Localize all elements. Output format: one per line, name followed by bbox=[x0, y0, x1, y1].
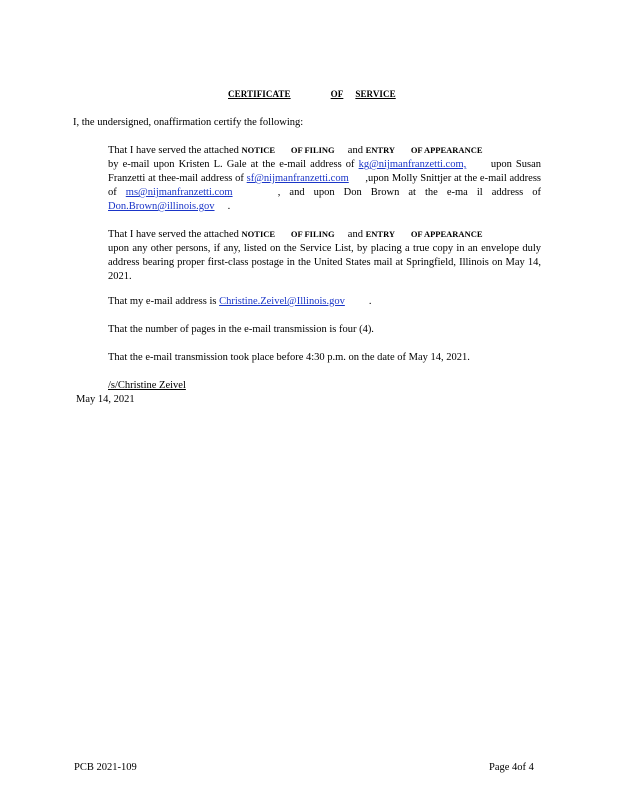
email-link-don-brown[interactable]: Don.Brown@illinois.gov bbox=[108, 201, 215, 212]
email-link-christine[interactable]: Christine.Zeivel@Illinois.gov bbox=[219, 296, 345, 307]
footer-case-number: PCB 2021-109 bbox=[74, 762, 137, 773]
paragraph-transmission-time: That the e-mail transmission took place before 4:30 p.m. on the date of May 14, 2021. bbox=[108, 352, 470, 363]
title-word-service: SERVICE bbox=[355, 89, 396, 99]
paragraph-mail-service: That I have served the attached NOTICE OF FILING and ENTRY OF APPEARANCE upon any other persons, if any, listed on the Service List, by placing a true copy in an envelope duly address bearing proper first-class postage in the United States mail at Springfield, Illinois on May 14, 2021. bbox=[108, 229, 541, 282]
signature-line: /s/Christine Zeivel bbox=[108, 380, 186, 391]
title-word-certificate: CERTIFICATE bbox=[228, 89, 291, 99]
email-link-sf[interactable]: sf@nijmanfranzetti.com bbox=[246, 173, 349, 184]
email-link-ms[interactable]: ms@nijmanfranzetti.com bbox=[125, 187, 233, 198]
paragraph-email-address: That my e-mail address is Christine.Zeivel@Illinois.gov . bbox=[108, 296, 372, 307]
document-title bbox=[228, 89, 408, 99]
paragraph-page-count: That the number of pages in the e-mail transmission is four (4). bbox=[108, 324, 374, 335]
signature-date: May 14, 2021 bbox=[76, 394, 135, 405]
paragraph-email-service: That I have served the attached NOTICE OF FILING and ENTRY OF APPEARANCE by e-mail upon Kristen L. Gale at the e-mail address of kg@nijmanfranzetti.com, upon Susan Franzetti at thee-mail address of sf@nijmanfranzetti.com ,upon Molly Snittjer at the e-mail address of ms@nijmanfranzetti.com , and upon Don Brown at the e-ma il address of Don.Brown@illinois.gov . bbox=[108, 145, 542, 212]
email-link-kg[interactable]: kg@nijmanfranzetti.com, bbox=[358, 159, 467, 170]
intro-line: I, the undersigned, onaffirmation certify the following: bbox=[73, 117, 304, 128]
footer-page-number: Page 4of 4 bbox=[489, 762, 534, 773]
title-word-of: OF bbox=[330, 89, 344, 99]
